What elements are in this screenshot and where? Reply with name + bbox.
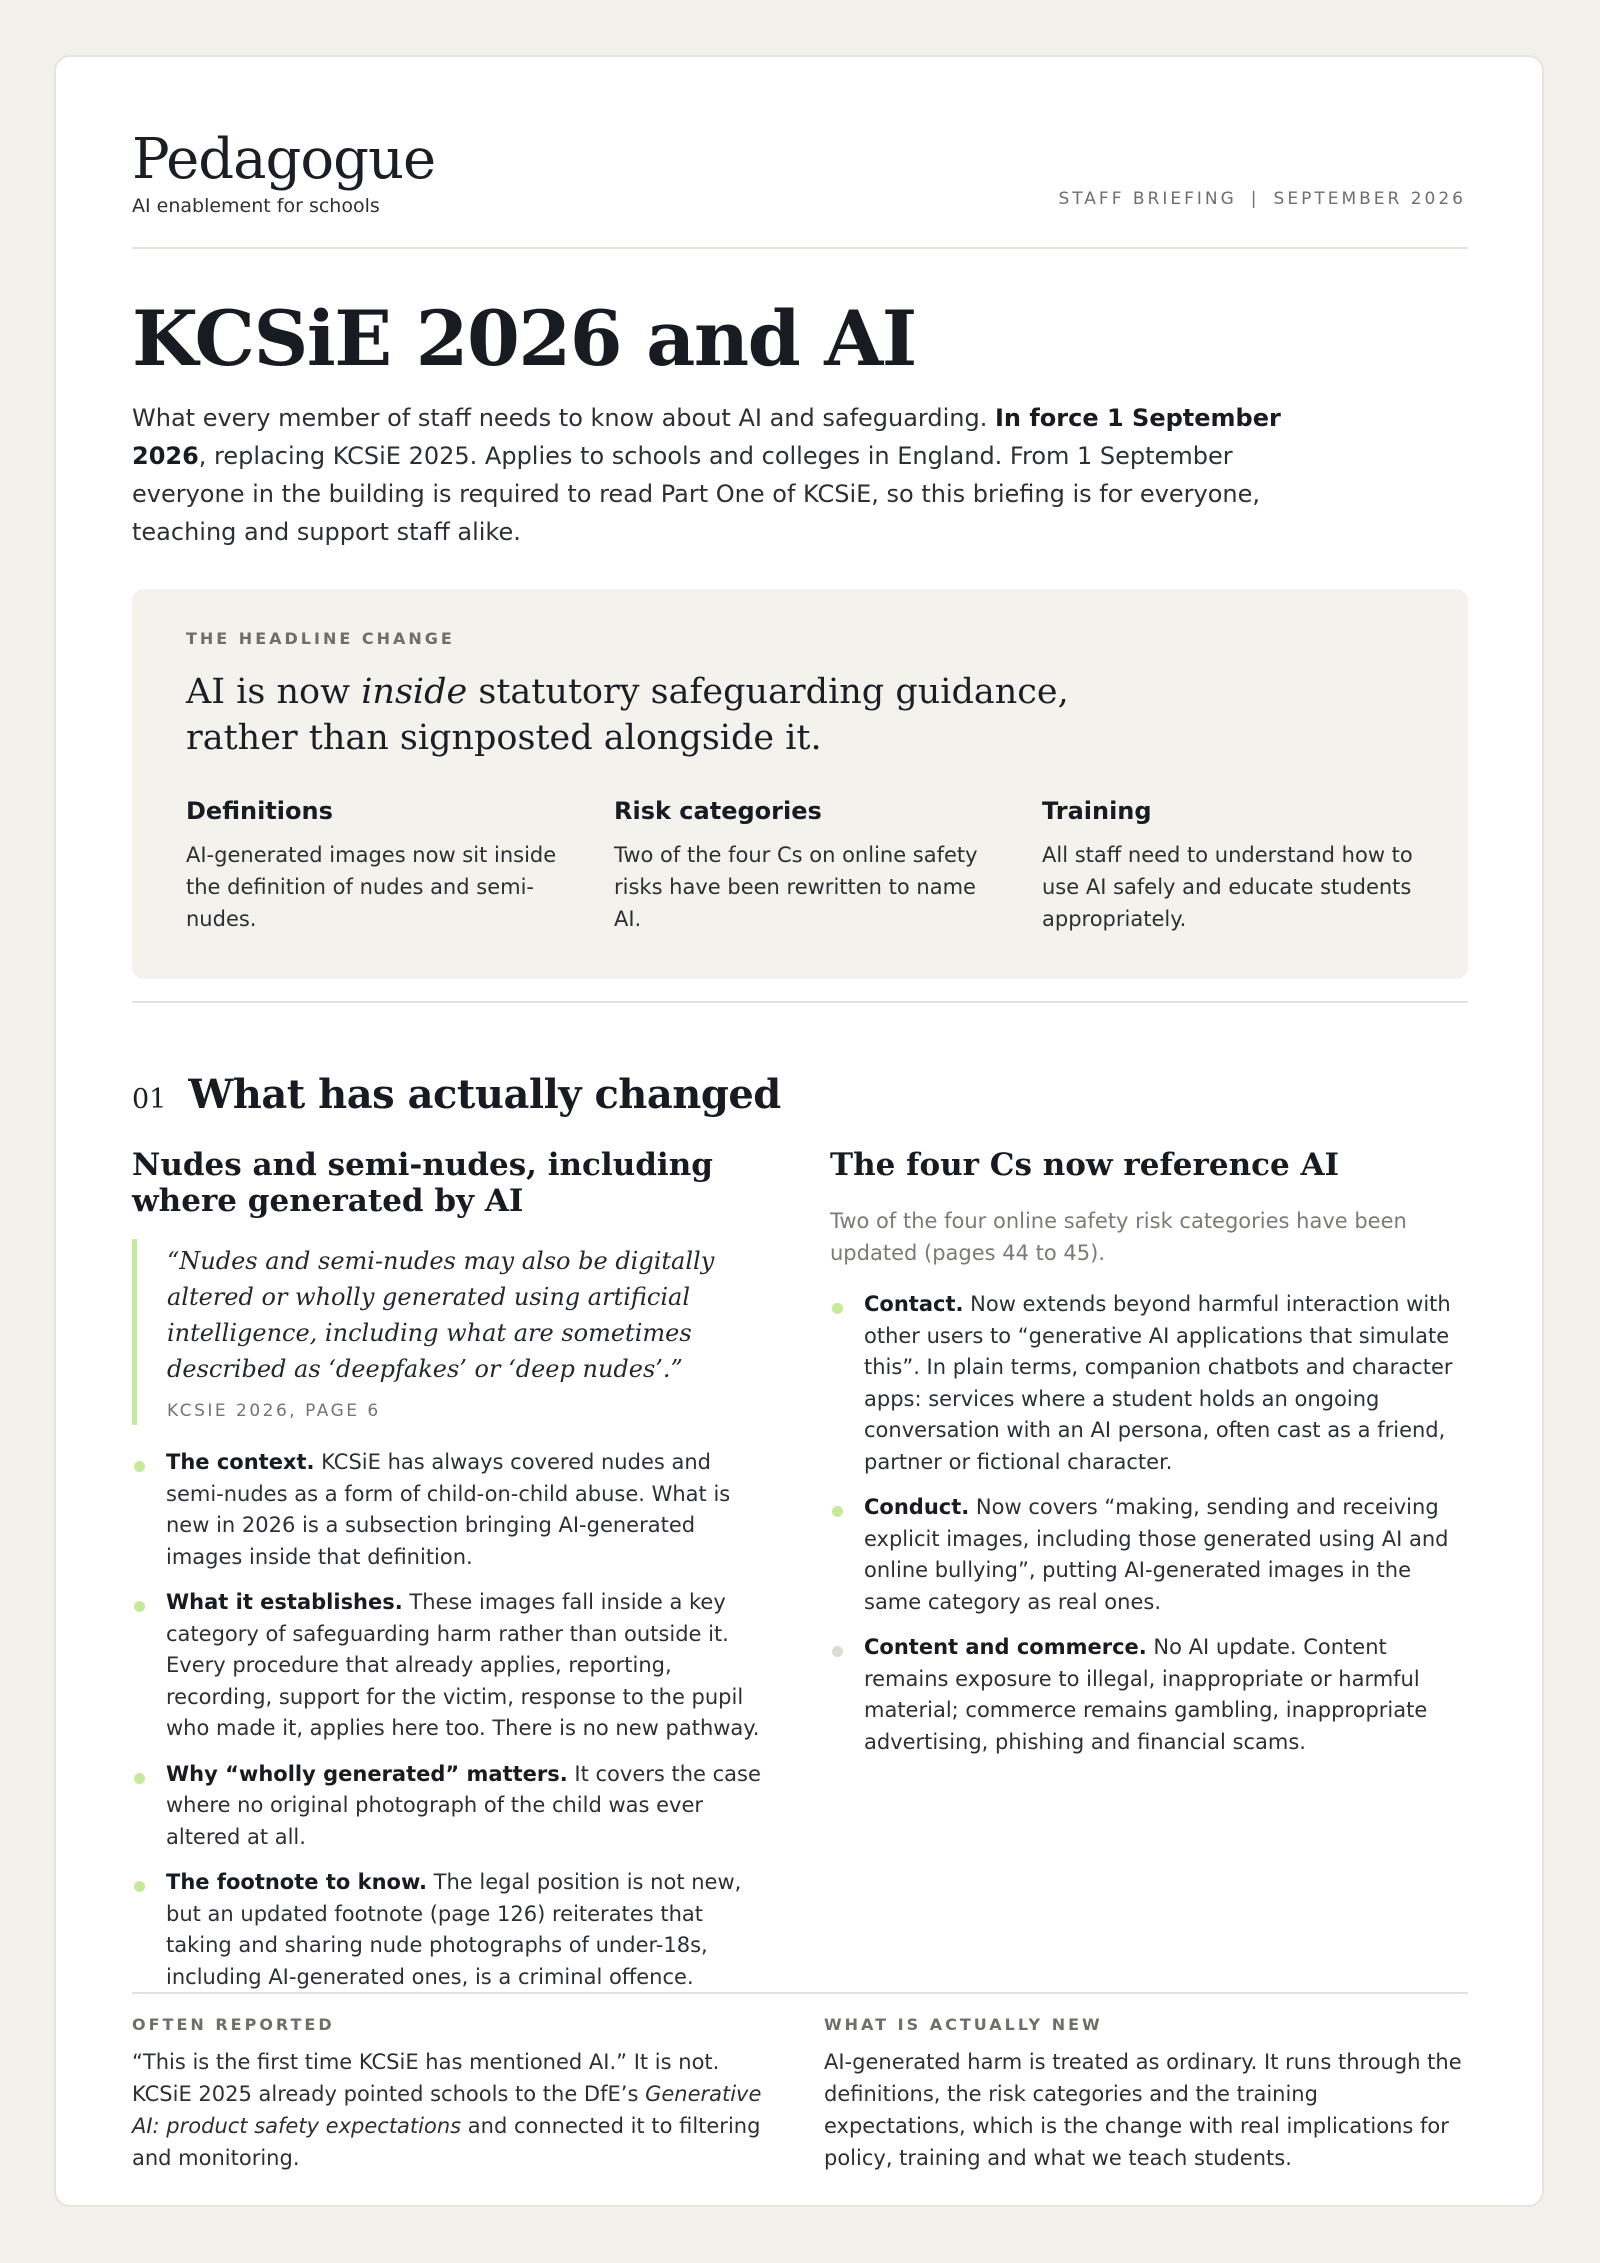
- section-divider: [132, 1001, 1468, 1003]
- column-title: Risk categories: [614, 797, 822, 825]
- statement-part: AI is now: [186, 672, 362, 712]
- page-title: KCSiE 2026 and AI: [132, 294, 916, 383]
- list-item: [132, 1587, 762, 1745]
- bullet-text: The legal position is not new, but an updated footnote (page 126) reiterates that taking and sharing nude photographs of under-18s, including AI-generated ones, is a criminal offence.: [166, 1870, 742, 1989]
- headline-columns: [186, 797, 1426, 935]
- column-text: Two of the four Cs on online safety risks have been rewritten to name AI.: [614, 843, 978, 931]
- bullet-text: Now covers “making, sending and receiving explicit images, including those generated using AI and online bullying”, putting AI-generated images in the same category as real ones.: [864, 1495, 1449, 1614]
- statement-part: statutory safeguarding guidance, rather than signposted alongside it.: [186, 672, 1069, 758]
- four-cs-lead: Two of the four online safety risk categories have been updated (pages 44 to 45).: [830, 1209, 1407, 1265]
- intro-paragraph: [132, 399, 1282, 551]
- bullet-lead: The context.: [166, 1450, 315, 1474]
- column-title: Definitions: [186, 797, 333, 825]
- brand-block: [132, 125, 435, 217]
- footer-kicker: OFTEN REPORTED: [132, 2015, 335, 2034]
- subsection-title: The four Cs now reference AI: [830, 1147, 1340, 1183]
- intro-effective-date: In force 1 September 2026: [132, 404, 1281, 470]
- headline-column-definitions: [186, 797, 558, 935]
- column-text: AI-generated images now sit inside the definition of nudes and semi-nudes.: [186, 843, 557, 931]
- bullet-dot-icon: [832, 1303, 843, 1314]
- nudes-bullet-list: [132, 1447, 762, 1993]
- bullet-dot-icon: [134, 1773, 145, 1784]
- statement-emphasis: inside: [361, 672, 468, 712]
- footer-text: [132, 2046, 772, 2174]
- document-meta: [1058, 189, 1466, 209]
- bullet-lead: Contact.: [864, 1292, 964, 1316]
- column-text: All staff need to understand how to use AI safely and educate students appropriately.: [1042, 843, 1413, 931]
- bullet-text: No AI update. Content remains exposure to illegal, inappropriate or harmful material; commerce remains gambling, inappropriate advertising, phishing and financial scams.: [864, 1635, 1428, 1754]
- bullet-text: Now extends beyond harmful interaction with other users to “generative AI applications that simulate this”. In plain terms, companion chatbots and character apps: services where a student holds an ongoing conversation with an AI persona, often cast as a friend, partner or fictional character.: [864, 1292, 1453, 1474]
- bullet-text: It covers the case where no original photograph of the child was ever altered at all.: [166, 1761, 761, 1849]
- section-title: What has actually changed: [188, 1071, 781, 1118]
- headline-column-training: [1042, 797, 1414, 935]
- footer-text-part: and connected it to filtering and monitoring.: [132, 2114, 761, 2170]
- headline-column-risk-categories: [614, 797, 986, 935]
- doc-type: STAFF BRIEFING: [1058, 189, 1237, 209]
- bullet-lead: Why “wholly generated” matters.: [166, 1761, 568, 1786]
- often-reported-note: [132, 2015, 772, 2174]
- list-item: [830, 1492, 1470, 1618]
- bullet-lead: Conduct.: [864, 1495, 970, 1519]
- quote-source: KCSIE 2026, PAGE 6: [167, 1401, 381, 1421]
- header-divider: [132, 247, 1468, 249]
- bullet-text: KCSiE has always covered nudes and semi-nudes as a form of child-on-child abuse. What is new in 2026 is a subsection bringing AI-generated images inside that definition.: [166, 1450, 731, 1569]
- footer-text-part: “This is the first time KCSiE has mentioned AI.” It is not. KCSiE 2025 already pointed schools to the DfE’s: [132, 2050, 720, 2106]
- headline-statement: [186, 669, 1086, 761]
- four-cs-bullet-list: [830, 1289, 1470, 1758]
- section-heading: [132, 1071, 781, 1118]
- brand-tagline: AI enablement for schools: [132, 195, 380, 217]
- column-title: Training: [1042, 797, 1152, 825]
- headline-change-panel: [132, 589, 1468, 979]
- headline-kicker: THE HEADLINE CHANGE: [186, 629, 455, 648]
- four-cs-column: [830, 1147, 1470, 1772]
- footer-publication-title: Generative AI: product safety expectations: [132, 2082, 762, 2138]
- nudes-column: [132, 1147, 762, 2007]
- bullet-dot-icon: [134, 1881, 145, 1892]
- list-item: [132, 1447, 762, 1573]
- intro-text-1: What every member of staff needs to know about AI and safeguarding.: [132, 404, 995, 432]
- footer-kicker: WHAT IS ACTUALLY NEW: [824, 2015, 1103, 2034]
- briefing-page: [54, 55, 1544, 2207]
- bullet-lead: What it establishes.: [166, 1590, 403, 1614]
- list-item: [132, 1759, 762, 1854]
- bullet-dot-icon: [832, 1506, 843, 1517]
- bullet-lead: Content and commerce.: [864, 1635, 1147, 1659]
- footer-text: AI-generated harm is treated as ordinary. It runs through the definitions, the risk categories and the training expectations, which is the change with real implications for policy, training and what we teach students.: [824, 2050, 1462, 2170]
- bullet-dot-icon: [134, 1601, 145, 1612]
- meta-separator: |: [1250, 189, 1260, 209]
- actually-new-note: [824, 2015, 1464, 2174]
- bullet-lead: The footnote to know.: [166, 1870, 427, 1894]
- bullet-dot-icon: [832, 1646, 843, 1657]
- list-item: [830, 1632, 1470, 1758]
- quote-text: “Nudes and semi-nudes may also be digitally altered or wholly generated using artificial intelligence, including what are sometimes described as ‘deepfakes’ or ‘deep nudes’.”: [167, 1247, 715, 1383]
- bullet-text: These images fall inside a key category of safeguarding harm rather than outside it. Every procedure that already applies, reporting, recording, support for the victim, response to the pupil who made it, applies here too. There is no new pathway.: [166, 1590, 760, 1740]
- list-item: [830, 1289, 1470, 1478]
- bullet-dot-icon: [134, 1461, 145, 1472]
- section-number: 01: [132, 1084, 167, 1115]
- guidance-quote: [132, 1239, 762, 1425]
- intro-text-2: , replacing KCSiE 2025. Applies to schools and colleges in England. From 1 September everyone in the building is required to read Part One of KCSiE, so this briefing is for everyone, teaching and support staff alike.: [132, 442, 1261, 546]
- brand-logo: Pedagogue: [132, 127, 436, 192]
- list-item: [132, 1867, 762, 1993]
- footer-divider: [132, 1992, 1468, 1994]
- doc-date: SEPTEMBER 2026: [1273, 189, 1466, 209]
- subsection-title: Nudes and semi-nudes, including where generated by AI: [132, 1147, 713, 1219]
